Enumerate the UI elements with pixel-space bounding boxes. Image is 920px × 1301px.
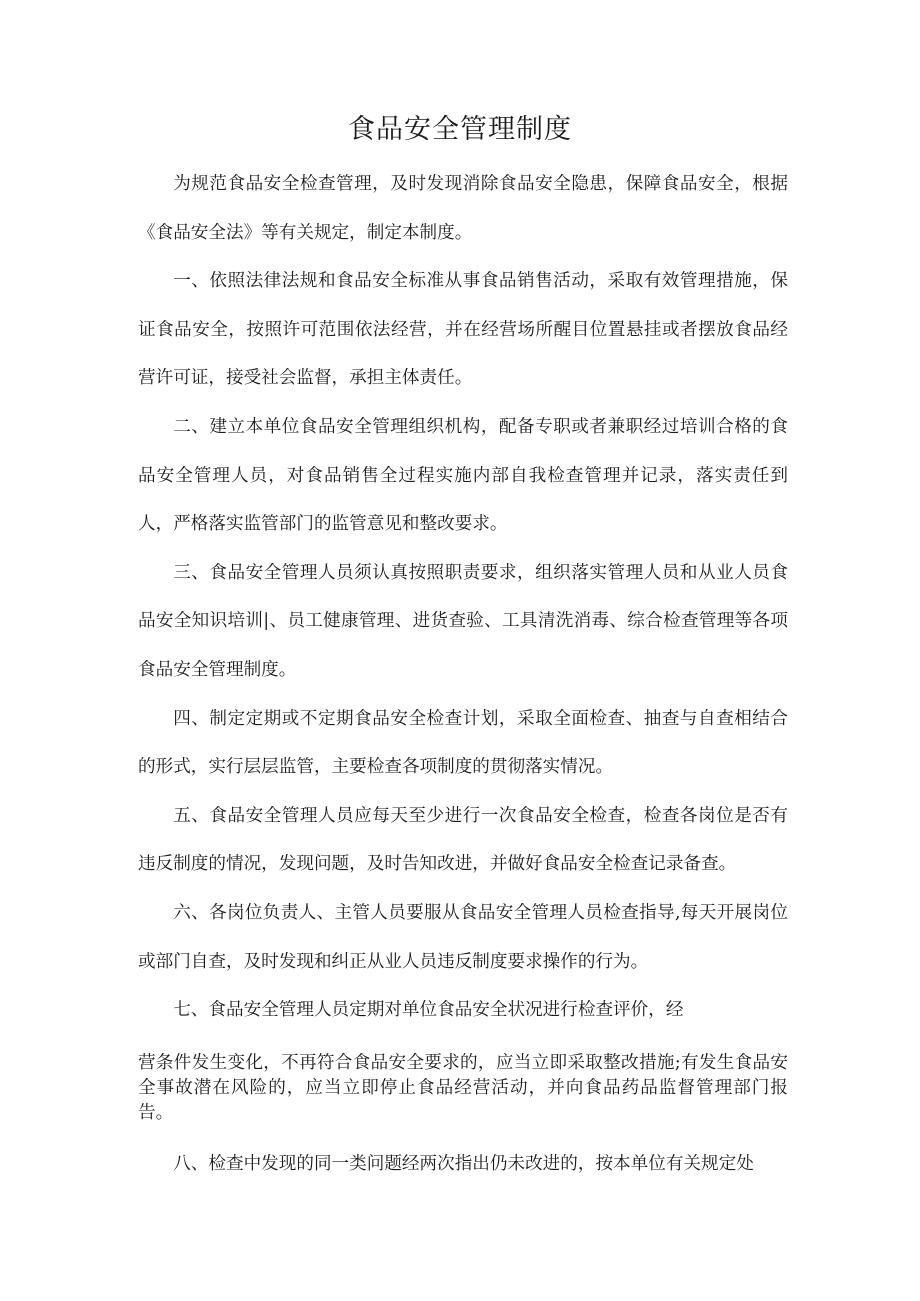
paragraph-intro: 为规范食品安全检查管理，及时发现消除食品安全隐患，保障食品安全，根据《食品安全法》等有关规定，制定本制度。 [138, 174, 788, 243]
paragraph-1: 一、依照法律法规和食品安全标准从事食品销售活动，采取有效管理措施，保证食品安全，按照许可范围依法经营，并在经营场所醒目位置悬挂或者摆放食品经营许可证，接受社会监督，承担主体责任。 [138, 271, 788, 389]
document-title: 食品安全管理制度 [348, 114, 572, 145]
paragraph-2: 二、建立本单位食品安全管理组织机构，配备专职或者兼职经过培训合格的食品安全管理人员，对食品销售全过程实施内部自我检查管理并记录，落实责任到人，严格落实监管部门的监管意见和整改要求。 [138, 416, 788, 535]
paragraph-5: 五、食品安全管理人员应每天至少进行一次食品安全检查，检查各岗位是否有违反制度的情况，发现问题，及时告知改进，并做好食品安全检查记录备查。 [138, 805, 788, 875]
document-body [138, 160, 788, 1188]
paragraph-8: 八、检查中发现的同一类问题经两次指出仍未改进的，按本单位有关规定处 [173, 1153, 754, 1174]
paragraph-7-first-line: 七、食品安全管理人员定期对单位食品安全状况进行检查评价，经 [173, 1000, 684, 1021]
paragraph-4: 四、制定定期或不定期食品安全检查计划，采取全面检查、抽查与自查相结合的形式，实行层层监管，主要检查各项制度的贯彻落实情况。 [138, 708, 788, 778]
paragraph-3: 三、食品安全管理人员须认真按照职责要求，组织落实管理人员和从业人员食品安全知识培训|、员工健康管理、进货查验、工具清洗消毒、综合检查管理等各项食品安全管理制度。 [138, 562, 788, 680]
paragraph-6: 六、各岗位负责人、主管人员要服从食品安全管理人员检查指导,每天开展岗位或部门自查，及时发现和纠正从业人员违反制度要求操作的行为。 [138, 902, 788, 972]
paragraph-7-continued: 营条件发生变化，不再符合食品安全要求的，应当立即采取整改措施;有发生食品安全事故潜在风险的，应当立即停止食品经营活动，并向食品药品监督管理部门报告。 [138, 1052, 788, 1123]
